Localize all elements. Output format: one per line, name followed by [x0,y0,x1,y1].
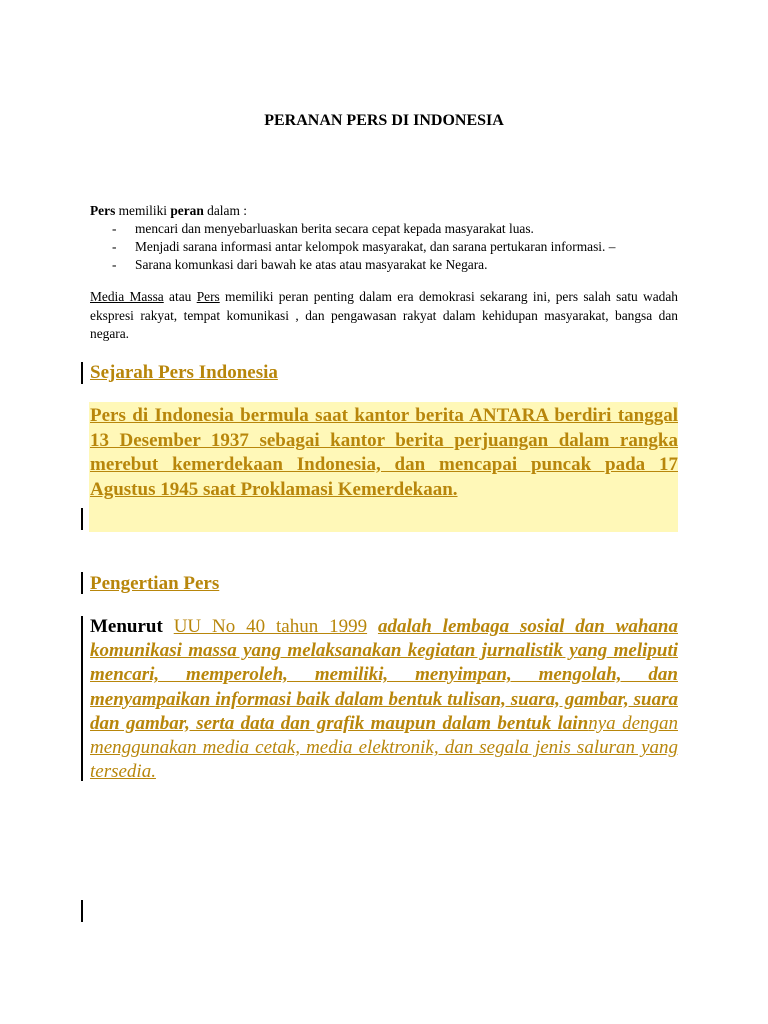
sejarah-body[interactable]: Pers di Indonesia bermula saat kantor berita ANTARA berdiri tanggal 13 Desember 1937 sebagai kantor berita perjuangan dalam rangka merebut kemerdekaan Indonesia, dan mencapai puncak pada 17 Agustus 1945 saat Proklamasi Kemerdekaan. [90,405,678,500]
media-massa-link[interactable]: Media Massa [90,289,164,304]
bullet-text: mencari dan menyebarluaskan berita secara cepat kepada masyarakat luas. [135,221,534,236]
intro-bold-peran: peran [170,203,204,218]
list-item [90,256,680,274]
text-cursor-bar [81,616,83,781]
pers-link[interactable]: Pers [196,289,220,304]
intro-bold-pers: Pers [90,203,116,218]
pengertian-body [90,615,678,784]
intro-bullet-list [90,220,680,274]
bullet-marker: - [112,221,117,236]
document-title: PERANAN PERS DI INDONESIA [264,112,504,129]
intro-text-1: memiliki [115,203,171,218]
uu-link[interactable]: UU No 40 tahun 1999 [173,616,368,637]
text-cursor-bar [81,362,83,384]
intro-text-2: dalam : [203,203,247,218]
pengertian-definition[interactable]: adalah lembaga sosial dan wahana komunikasi massa yang melaksanakan kegiatan jurnalistik yang meliputi mencari, memperoleh, memiliki, menyimpan, mengolah, dan menyampaikan informasi baik dalam bentuk tulisan, suara, gambar, suara dan gambar, serta data dan grafik maupun dalam bentuk lain [90,616,678,734]
bullet-text: Sarana komunkasi dari bawah ke atas atau masyarakat ke Negara. [135,257,488,272]
text-cursor-bar [81,572,83,594]
bullet-marker: - [112,257,117,272]
paragraph-text-1: atau [163,289,197,304]
intro-block [90,202,680,274]
section-heading-pengertian[interactable]: Pengertian Pers [90,573,220,594]
list-item [90,238,680,256]
text-cursor-bar [81,508,83,530]
bullet-marker: - [112,239,117,254]
text-cursor-bar [81,900,83,922]
media-massa-paragraph [90,288,678,344]
intro-lead [90,202,680,220]
section-heading-sejarah[interactable]: Sejarah Pers Indonesia [90,362,278,383]
pengertian-lead: Menurut [90,616,163,637]
bullet-text: Menjadi sarana informasi antar kelompok masyarakat, dan sarana pertukaran informasi. – [135,239,616,254]
paragraph-text-2: memiliki peran penting dalam era demokrasi sekarang ini, pers salah satu wadah ekspresi rakyat, tempat komunikasi , dan pengawasan rakyat dalam kehidupan masyarakat, bangsa dan negara. [90,289,679,341]
pengertian-definition-cont[interactable]: nya dengan menggunakan media cetak, media elektronik, dan segala jenis saluran yang tersedia. [90,712,678,783]
list-item [90,220,680,238]
